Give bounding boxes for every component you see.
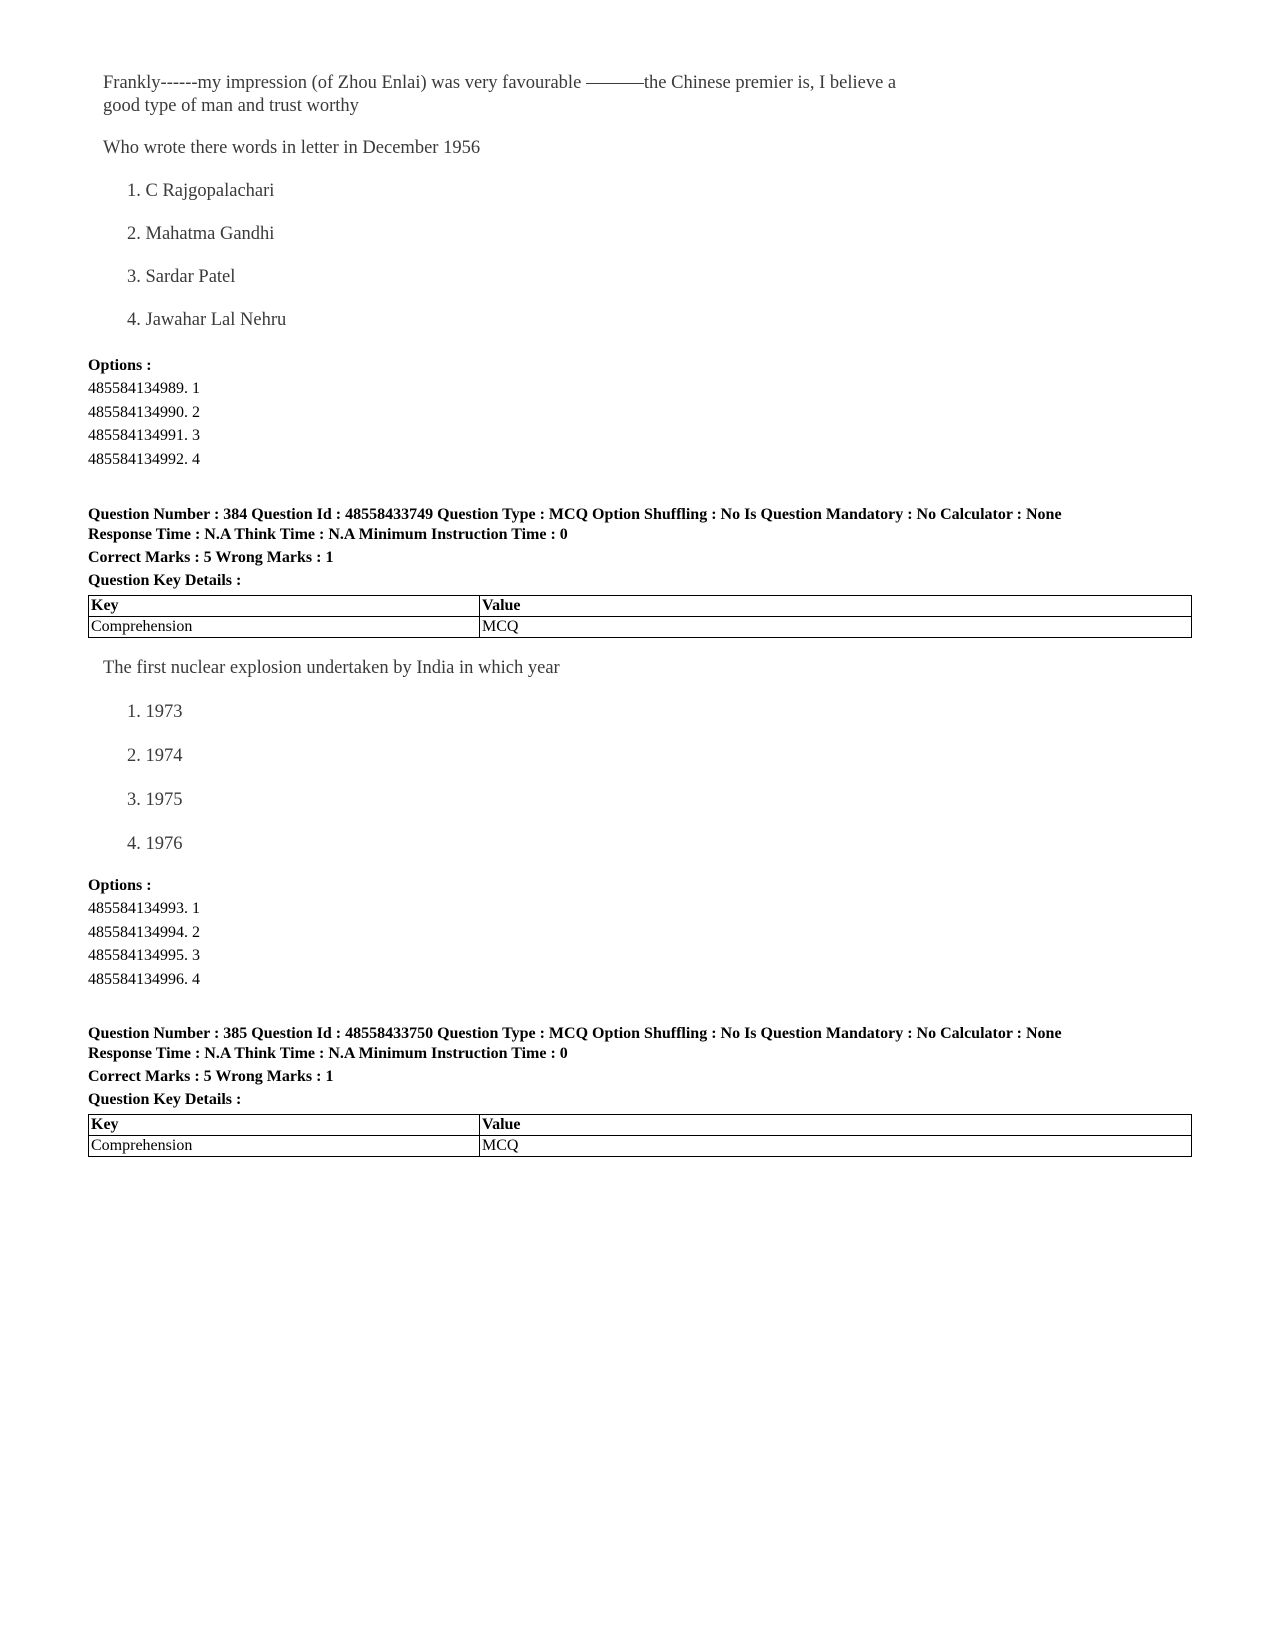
passage-part2: the Chinese premier is, I believe a: [643, 73, 897, 93]
table-header-value: Value: [480, 596, 1192, 617]
table-cell-key: Comprehension: [89, 617, 480, 638]
question-meta-line2: Response Time : N.A Think Time : N.A Minimum Instruction Time : 0: [88, 526, 568, 543]
question-text: Who wrote there words in letter in December 1956: [103, 138, 481, 158]
table-header-row: [89, 596, 1192, 617]
option-item: 485584134994. 2: [88, 923, 200, 941]
choice-1: 1. 1973: [127, 702, 183, 722]
question-meta-line2: Response Time : N.A Think Time : N.A Minimum Instruction Time : 0: [88, 1045, 568, 1062]
key-details-table: [88, 1114, 1192, 1157]
passage-line2: good type of man and trust worthy: [103, 96, 359, 116]
table-header-key: Key: [89, 596, 480, 617]
table-cell-key: Comprehension: [89, 1136, 480, 1157]
question-meta-line1: Question Number : 384 Question Id : 48558433749 Question Type : MCQ Option Shuffling : No Is Question Mandatory : No Calculator : None: [88, 506, 1062, 523]
option-item: 485584134992. 4: [88, 450, 200, 468]
choice-4: 4. 1976: [127, 834, 183, 854]
option-item: 485584134993. 1: [88, 900, 200, 917]
choice-2: 2. Mahatma Gandhi: [127, 224, 275, 244]
table-header-key: Key: [89, 1115, 480, 1136]
table-row: [89, 617, 1192, 638]
choice-2: 2. 1974: [127, 746, 183, 766]
question-marks: Correct Marks : 5 Wrong Marks : 1: [88, 549, 334, 566]
table-row: [89, 1136, 1192, 1157]
key-details-label: Question Key Details :: [88, 1091, 242, 1108]
option-item: 485584134995. 3: [88, 947, 200, 964]
choice-4: 4. Jawahar Lal Nehru: [127, 310, 287, 330]
choice-3: 3. 1975: [127, 790, 183, 810]
key-details-label: Question Key Details :: [88, 572, 242, 589]
option-item: 485584134996. 4: [88, 970, 200, 988]
question-passage: [103, 72, 963, 118]
option-item: 485584134989. 1: [88, 380, 200, 397]
option-item: 485584134991. 3: [88, 427, 200, 444]
question-text: The first nuclear explosion undertaken by India in which year: [103, 658, 560, 678]
question-meta-line1: Question Number : 385 Question Id : 48558433750 Question Type : MCQ Option Shuffling : No Is Question Mandatory : No Calculator : None: [88, 1025, 1062, 1042]
options-label: Options :: [88, 357, 152, 374]
passage-part1: Frankly------my impression (of Zhou Enlai) was very favourable: [103, 73, 582, 93]
choice-1: 1. C Rajgopalachari: [127, 181, 275, 201]
options-list: [88, 899, 200, 993]
answer-blank: [586, 83, 644, 84]
choice-3: 3. Sardar Patel: [127, 267, 236, 287]
key-details-table: [88, 595, 1192, 638]
options-label: Options :: [88, 877, 152, 894]
table-header-value: Value: [480, 1115, 1192, 1136]
table-header-row: [89, 1115, 1192, 1136]
options-list: [88, 379, 200, 473]
table-cell-value: MCQ: [480, 617, 1192, 638]
option-item: 485584134990. 2: [88, 403, 200, 421]
question-marks: Correct Marks : 5 Wrong Marks : 1: [88, 1068, 334, 1085]
table-cell-value: MCQ: [480, 1136, 1192, 1157]
